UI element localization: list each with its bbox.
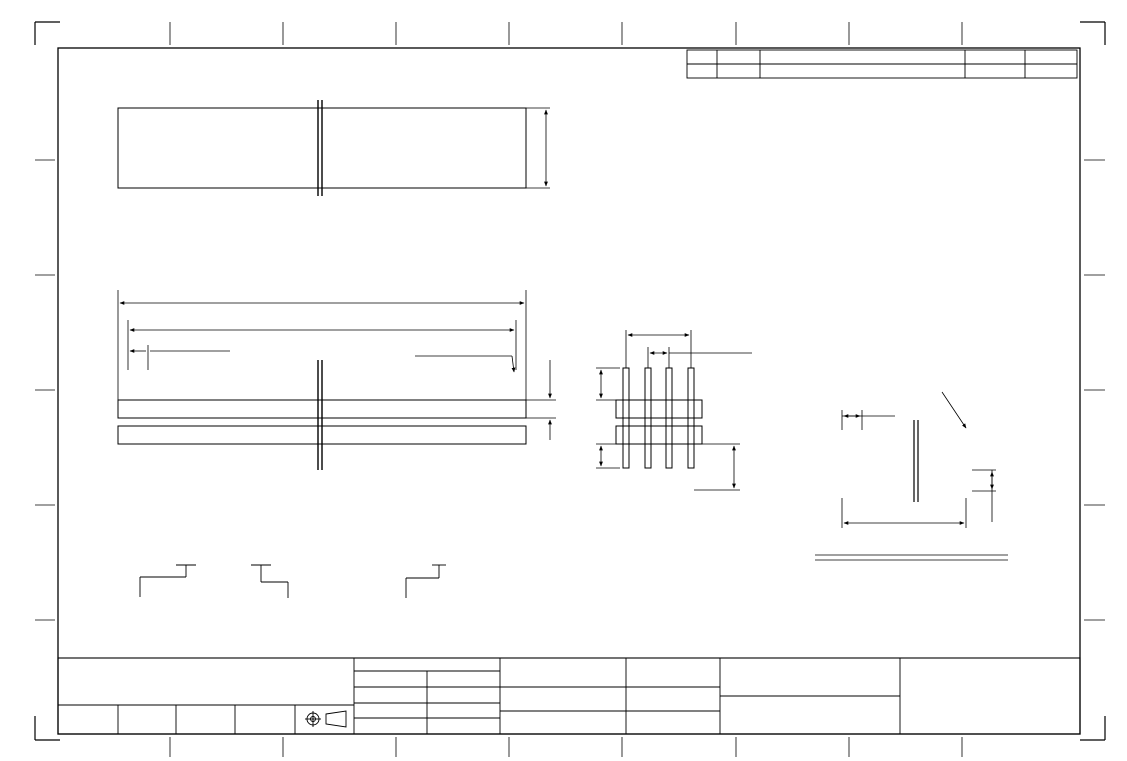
projection-symbol-icon (305, 711, 346, 727)
top-view (118, 100, 550, 196)
side-view (596, 330, 752, 490)
title-block (58, 658, 1080, 734)
pcb-layout (842, 392, 996, 528)
revision-table (687, 50, 1077, 78)
front-view (118, 290, 556, 470)
border-frame (35, 22, 1105, 757)
ordering-information (140, 565, 446, 598)
pcb-tolerance-frame (815, 560, 1008, 582)
